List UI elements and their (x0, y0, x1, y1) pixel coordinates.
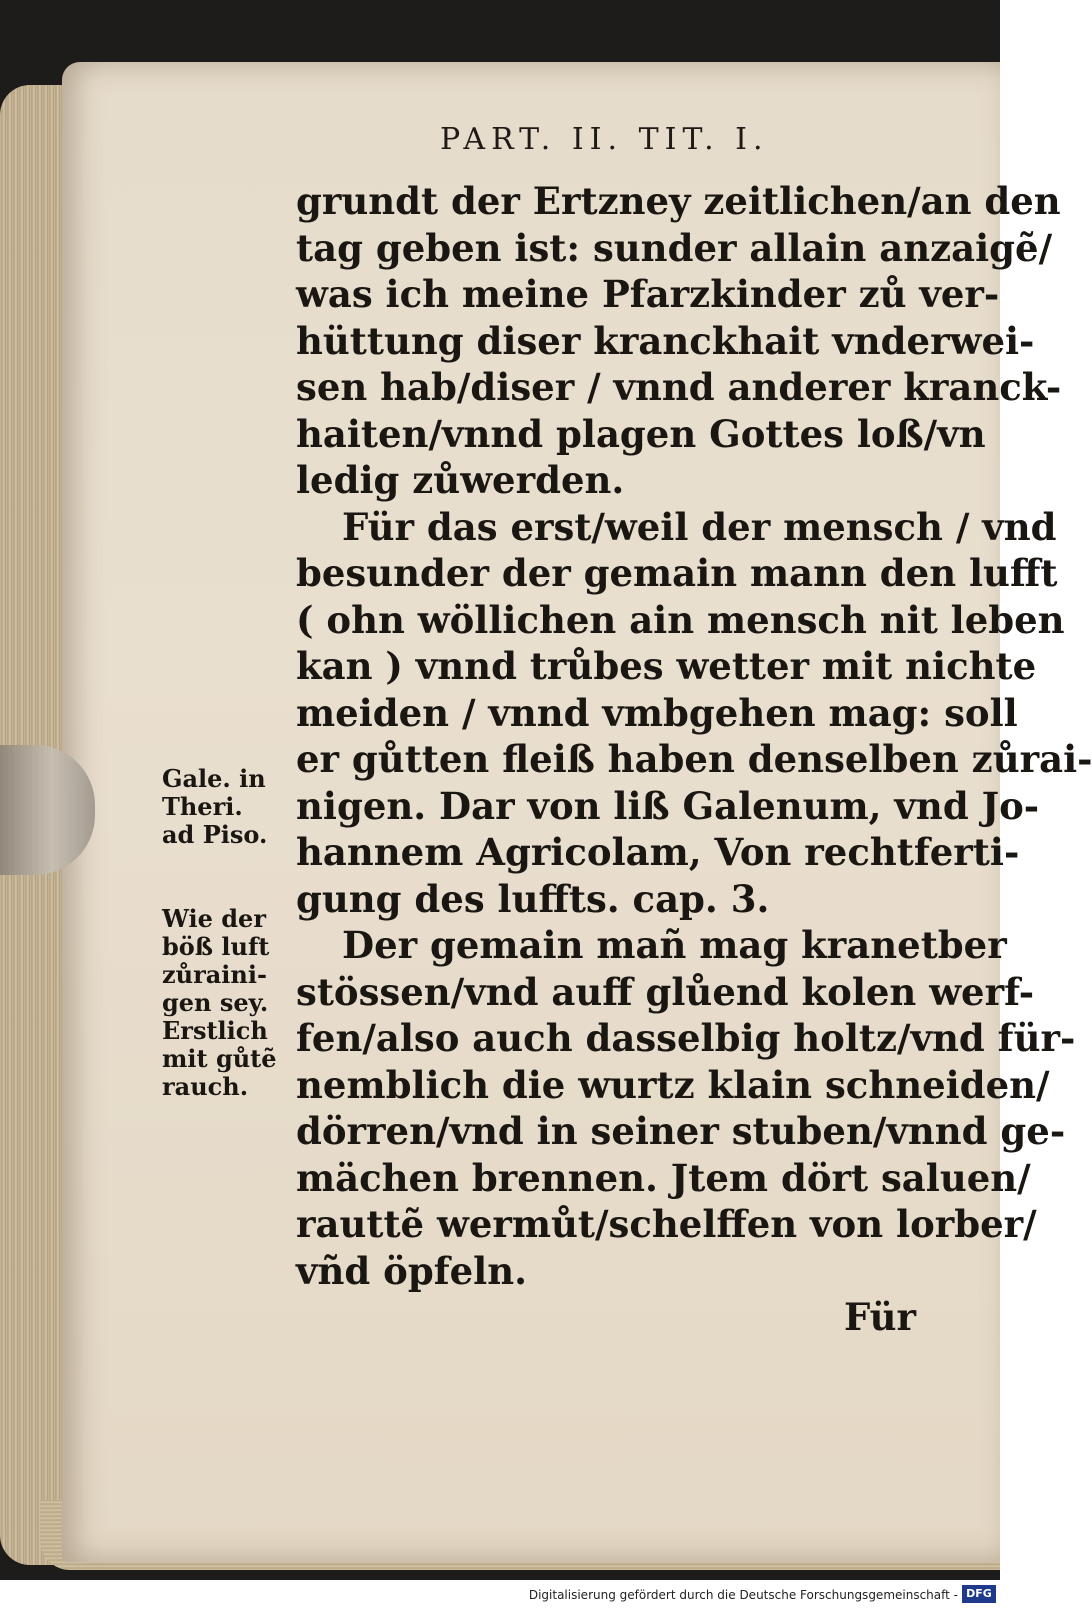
text-line: mächen brennen. Jtem dört saluen/ (296, 1155, 1031, 1200)
text-line: grundt der Ertzney zeitlichen/an den (296, 179, 1061, 223)
text-line: vñd öpfeln. (296, 1248, 527, 1293)
text-line: dörren/vnd in seiner stuben/vnnd ge- (296, 1109, 1066, 1153)
margin-line: mit gůtẽ (162, 1044, 277, 1073)
text-line: haiten/vnnd plagen Gottes loß/vn (296, 411, 986, 456)
margin-line: Theri. (162, 792, 243, 821)
margin-line: gen sey. (162, 988, 269, 1017)
catchword: Für (843, 1295, 916, 1339)
text-line: fen/also auch dasselbig holtz/vnd für- (296, 1016, 1076, 1060)
text-line: tag geben ist: sunder allain anzaigẽ/ (296, 225, 1053, 270)
text-line: meiden / vnnd vmbgehen mag: soll (296, 690, 1018, 735)
text-line: besunder der gemain mann den lufft (296, 551, 1058, 595)
margin-line: rauch. (162, 1072, 249, 1101)
text-line: Der gemain mañ mag kranetber (342, 923, 1007, 967)
text-line: was ich meine Pfarzkinder zů ver- (296, 272, 1000, 316)
text-line: nemblich die wurtz klain schneiden/ (296, 1062, 1050, 1107)
text-line: rauttẽ wermůt/schelffen von lorber/ (296, 1202, 1037, 1246)
margin-line: Gale. in (162, 764, 266, 793)
margin-line: Erstlich (162, 1016, 268, 1045)
margin-note-topic (162, 905, 292, 1101)
running-title: PART. II. TIT. I. (440, 122, 769, 157)
funding-credit: Digitalisierung gefördert durch die Deutsche Forschungsgemeinschaft - (528, 1588, 958, 1602)
text-line: hannem Agricolam, Von rechtferti- (296, 830, 1020, 874)
text-line: nigen. Dar von liß Galenum, vnd Jo- (296, 783, 1040, 828)
dfg-logo: DFG (962, 1585, 996, 1603)
text-line: kan ) vnnd trůbes wetter mit nichte (296, 644, 1037, 688)
text-line: Für das erst/weil der mensch / vnd (342, 504, 1057, 549)
margin-line: Wie der (162, 904, 266, 933)
margin-note-citation (162, 765, 292, 849)
margin-line: böß luft (162, 932, 270, 961)
text-line: ( ohn wöllichen ain mensch nit leben (296, 597, 1065, 642)
text-line: gung des luffts. cap. 3. (296, 876, 770, 921)
text-line: sen hab/diser / vnnd anderer kranck- (296, 365, 1062, 409)
text-line: ledig zůwerden. (296, 458, 625, 502)
margin-line: zůraini- (162, 960, 267, 989)
body-text (296, 178, 1092, 1341)
margin-line: ad Piso. (162, 820, 268, 849)
footer-bar (0, 1580, 1000, 1610)
text-line: stössen/vnd auff glůend kolen werf- (296, 969, 1035, 1014)
text-line: hüttung diser kranckhait vnderwei- (296, 318, 1035, 363)
text-line: er gůtten fleiß haben denselben zůrai- (296, 737, 1092, 781)
